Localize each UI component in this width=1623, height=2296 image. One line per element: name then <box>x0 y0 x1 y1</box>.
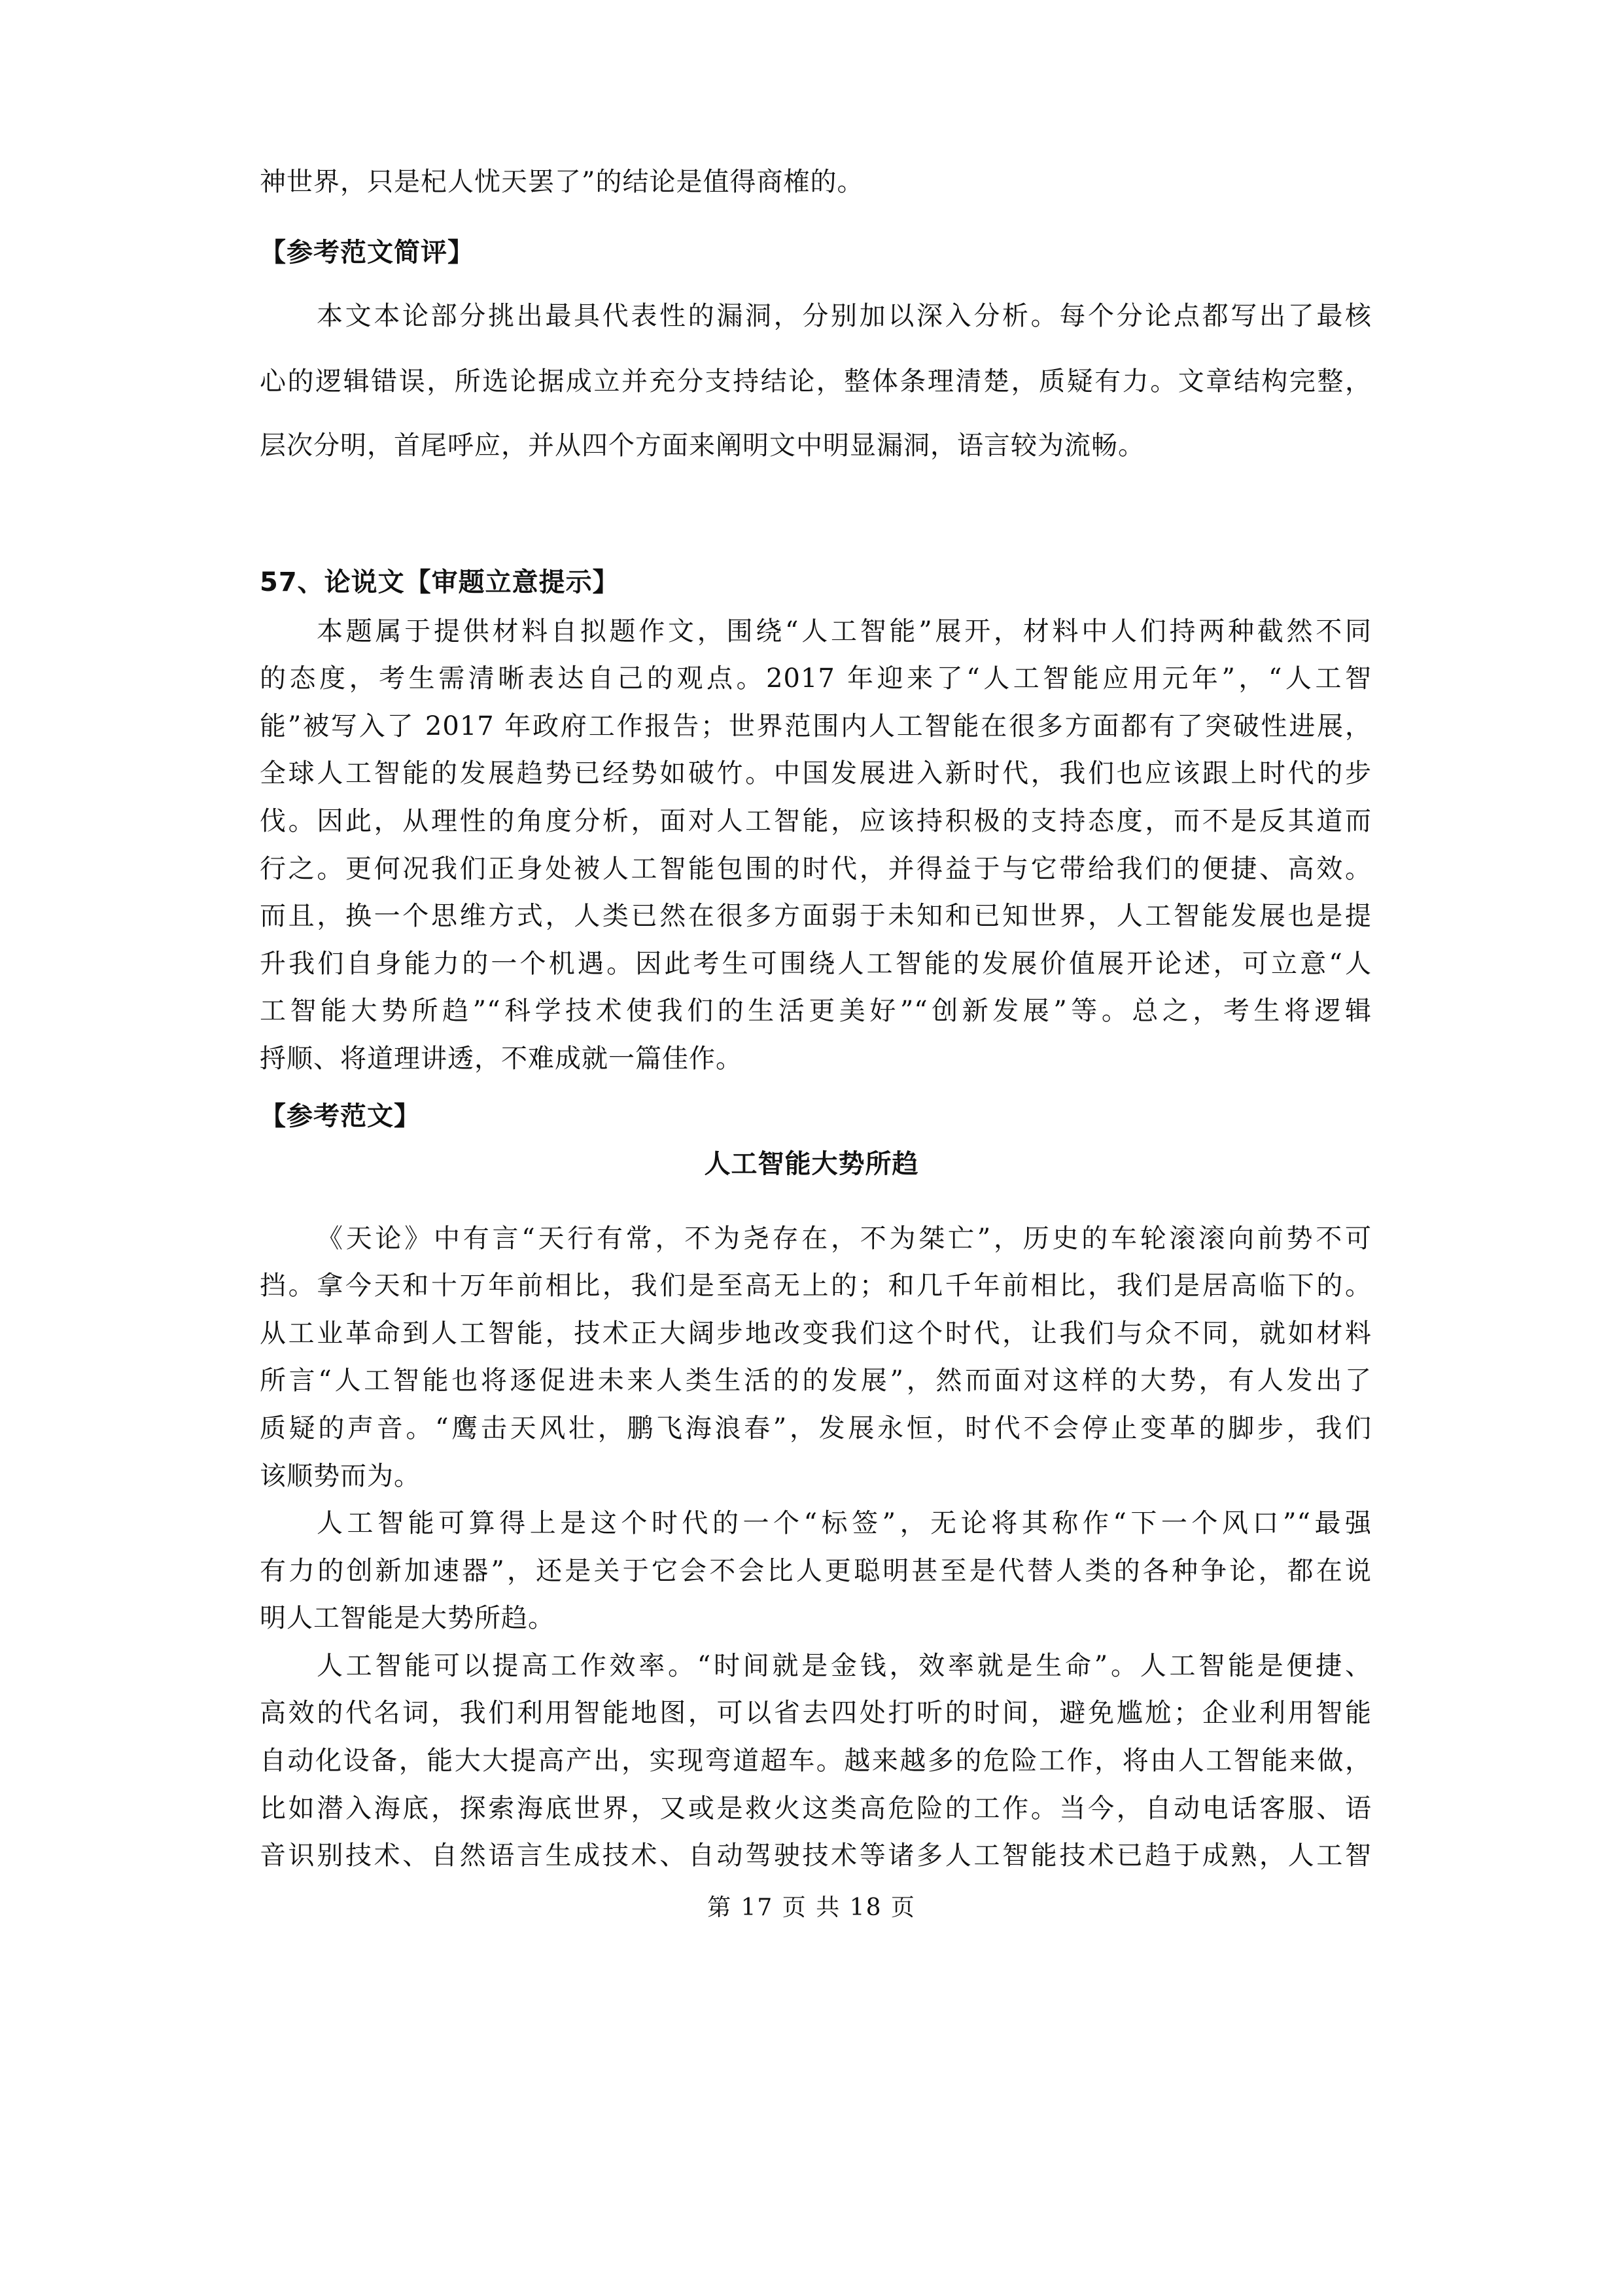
text-line: 质疑的声音。“鹰击天风壮，鹏飞海浪春”，发展永恒，时代不会停止变革的脚步，我们 <box>260 1413 1372 1443</box>
text-line: 有力的创新加速器”，还是关于它会不会比人更聪明甚至是代替人类的各种争论，都在说 <box>260 1556 1372 1586</box>
section-heading: 【参考范文】 <box>260 1101 421 1131</box>
text-line: 该顺势而为。 <box>260 1461 421 1491</box>
text-line: 能”被写入了 2017 年政府工作报告；世界范围内人工智能在很多方面都有了突破性进展， <box>260 711 1372 741</box>
text-line: 所言“人工智能也将逐促进未来人类生活的的发展”，然而面对这样的大势，有人发出了 <box>260 1366 1372 1396</box>
text-line: 从工业革命到人工智能，技术正大阔步地改变我们这个时代，让我们与众不同，就如材料 <box>260 1318 1372 1349</box>
text-line: 全球人工智能的发展趋势已经势如破竹。中国发展进入新时代，我们也应该跟上时代的步 <box>260 758 1372 788</box>
text-line: 本题属于提供材料自拟题作文，围绕“人工智能”展开，材料中人们持两种截然不同 <box>317 616 1372 646</box>
text-line: 自动化设备，能大大提高产出，实现弯道超车。越来越多的危险工作，将由人工智能来做， <box>260 1746 1372 1776</box>
text-line: 行之。更何况我们正身处被人工智能包围的时代，并得益于与它带给我们的便捷、高效。 <box>260 854 1372 884</box>
section-heading: 【参考范文简评】 <box>260 238 474 268</box>
text-line: 工智能大势所趋”“科学技术使我们的生活更美好”“创新发展”等。总之，考生将逻辑 <box>260 996 1372 1026</box>
text-line: 《天论》中有言“天行有常，不为尧存在，不为桀亡”，历史的车轮滚滚向前势不可 <box>317 1224 1372 1254</box>
text-line: 升我们自身能力的一个机遇。因此考生可围绕人工智能的发展价值展开论述，可立意“人 <box>260 949 1372 979</box>
text-line: 层次分明，首尾呼应，并从四个方面来阐明文中明显漏洞，语言较为流畅。 <box>260 431 1145 461</box>
text-line: 的态度，考生需清晰表达自己的观点。2017 年迎来了“人工智能应用元年”，“人工智 <box>260 663 1372 694</box>
text-line: 高效的代名词，我们利用智能地图，可以省去四处打听的时间，避免尴尬；企业利用智能 <box>260 1698 1372 1728</box>
text-line: 明人工智能是大势所趋。 <box>260 1603 555 1633</box>
text-line: 人工智能可算得上是这个时代的一个“标签”，无论将其称作“下一个风口”“最强 <box>317 1508 1372 1538</box>
text-line: 心的逻辑错误，所选论据成立并充分支持结论，整体条理清楚，质疑有力。文章结构完整， <box>260 366 1372 397</box>
text-line: 捋顺、将道理讲透，不难成就一篇佳作。 <box>260 1044 742 1074</box>
essay-title: 人工智能大势所趋 <box>704 1149 919 1179</box>
text-line: 比如潜入海底，探索海底世界，又或是救火这类高危险的工作。当今，自动电话客服、语 <box>260 1793 1372 1824</box>
text-line: 神世界，只是杞人忧天罢了”的结论是值得商榷的。 <box>260 167 864 197</box>
page-footer: 第 17 页 共 18 页 <box>707 1894 916 1921</box>
question-heading: 57、论说文【审题立意提示】 <box>260 567 620 597</box>
text-line: 挡。拿今天和十万年前相比，我们是至高无上的；和几千年前相比，我们是居高临下的。 <box>260 1271 1372 1301</box>
text-line: 伐。因此，从理性的角度分析，面对人工智能，应该持积极的支持态度，而不是反其道而 <box>260 806 1372 836</box>
text-line: 本文本论部分挑出最具代表性的漏洞，分别加以深入分析。每个分论点都写出了最核 <box>317 301 1372 331</box>
text-line: 人工智能可以提高工作效率。“时间就是金钱，效率就是生命”。人工智能是便捷、 <box>317 1651 1372 1681</box>
text-line: 音识别技术、自然语言生成技术、自动驾驶技术等诸多人工智能技术已趋于成熟，人工智 <box>260 1841 1372 1871</box>
text-line: 而且，换一个思维方式，人类已然在很多方面弱于未知和已知世界，人工智能发展也是提 <box>260 901 1372 931</box>
